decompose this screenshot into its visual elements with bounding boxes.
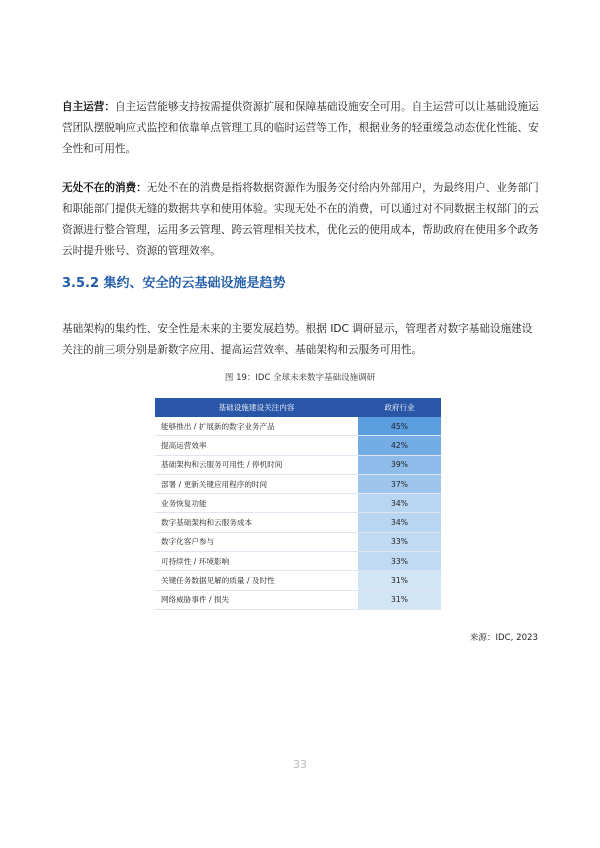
table-row [155, 494, 441, 513]
focus-area-cell: 可持续性 / 环境影响 [155, 552, 358, 571]
government-value-cell: 37% [358, 474, 441, 493]
idc-survey-table [155, 398, 441, 610]
focus-area-cell: 提高运营效率 [155, 436, 358, 455]
table-row [155, 552, 441, 571]
focus-area-cell: 网络威胁事件 / 损失 [155, 590, 358, 609]
table-row [155, 590, 441, 609]
table-row [155, 436, 441, 455]
government-value-cell: 34% [358, 513, 441, 532]
term-ubiquitous-consumption: 无处不在的消费： [62, 182, 147, 194]
focus-area-cell: 能够推出 / 扩展新的数字业务产品 [155, 417, 358, 436]
focus-area-cell: 关键任务数据见解的质量 / 及时性 [155, 571, 358, 590]
government-value-cell: 33% [358, 552, 441, 571]
header-government-sector: 政府行业 [358, 398, 441, 417]
table-row [155, 571, 441, 590]
government-value-cell: 39% [358, 455, 441, 474]
table-row [155, 513, 441, 532]
focus-area-cell: 数字化客户参与 [155, 532, 358, 551]
paragraph-ubiquitous-consumption [62, 178, 540, 262]
page-number: 33 [293, 758, 307, 771]
term-autonomous-operations: 自主运营： [62, 101, 115, 113]
text-autonomous-operations: 自主运营能够支持按需提供资源扩展和保障基础设施安全可用。自主运营可以让基础设施运营团队摆脱响应式监控和依靠单点管理工具的临时运营等工作，根据业务的轻重缓急动态优化性能、安全性和可用性。 [62, 101, 539, 155]
focus-area-cell: 业务恢复功能 [155, 494, 358, 513]
table-row [155, 474, 441, 493]
focus-area-cell: 部署 / 更新关键应用程序的时间 [155, 474, 358, 493]
government-value-cell: 34% [358, 494, 441, 513]
section-heading: 3.5.2 集约、安全的云基础设施是趋势 [62, 276, 286, 291]
focus-area-cell: 数字基础架构和云服务成本 [155, 513, 358, 532]
header-focus-area: 基础设施建设关注内容 [155, 398, 358, 417]
government-value-cell: 31% [358, 571, 441, 590]
table-row [155, 455, 441, 474]
figure-caption: 图 19：IDC 全球未来数字基础设施调研 [224, 373, 376, 383]
table-row [155, 417, 441, 436]
table-row [155, 532, 441, 551]
source-note: 来源：IDC, 2023 [469, 633, 538, 643]
focus-area-cell: 基础架构和云服务可用性 / 停机时间 [155, 455, 358, 474]
government-value-cell: 31% [358, 590, 441, 609]
government-value-cell: 45% [358, 417, 441, 436]
paragraph-intro: 基础架构的集约性、安全性是未来的主要发展趋势。根据 IDC 调研显示，管理者对数字基础设施建设关注的前三项分别是新数字应用、提高运营效率、基础架构和云服务可用性。 [62, 323, 533, 356]
paragraph-autonomous-operations [62, 97, 540, 160]
text-ubiquitous-consumption: 无处不在的消费是指将数据资源作为服务交付给内外部用户，为最终用户、业务部门和职能部门提供无缝的数据共享和使用体验。实现无处不在的消费，可以通过对不同数据主权部门的云资源进行整合管理，运用多云管理、跨云管理相关技术，优化云的使用成本，帮助政府在使用多个政务云时提升账号、资源的管理效率。 [62, 182, 539, 257]
government-value-cell: 33% [358, 532, 441, 551]
government-value-cell: 42% [358, 436, 441, 455]
table-header-row [155, 398, 441, 417]
